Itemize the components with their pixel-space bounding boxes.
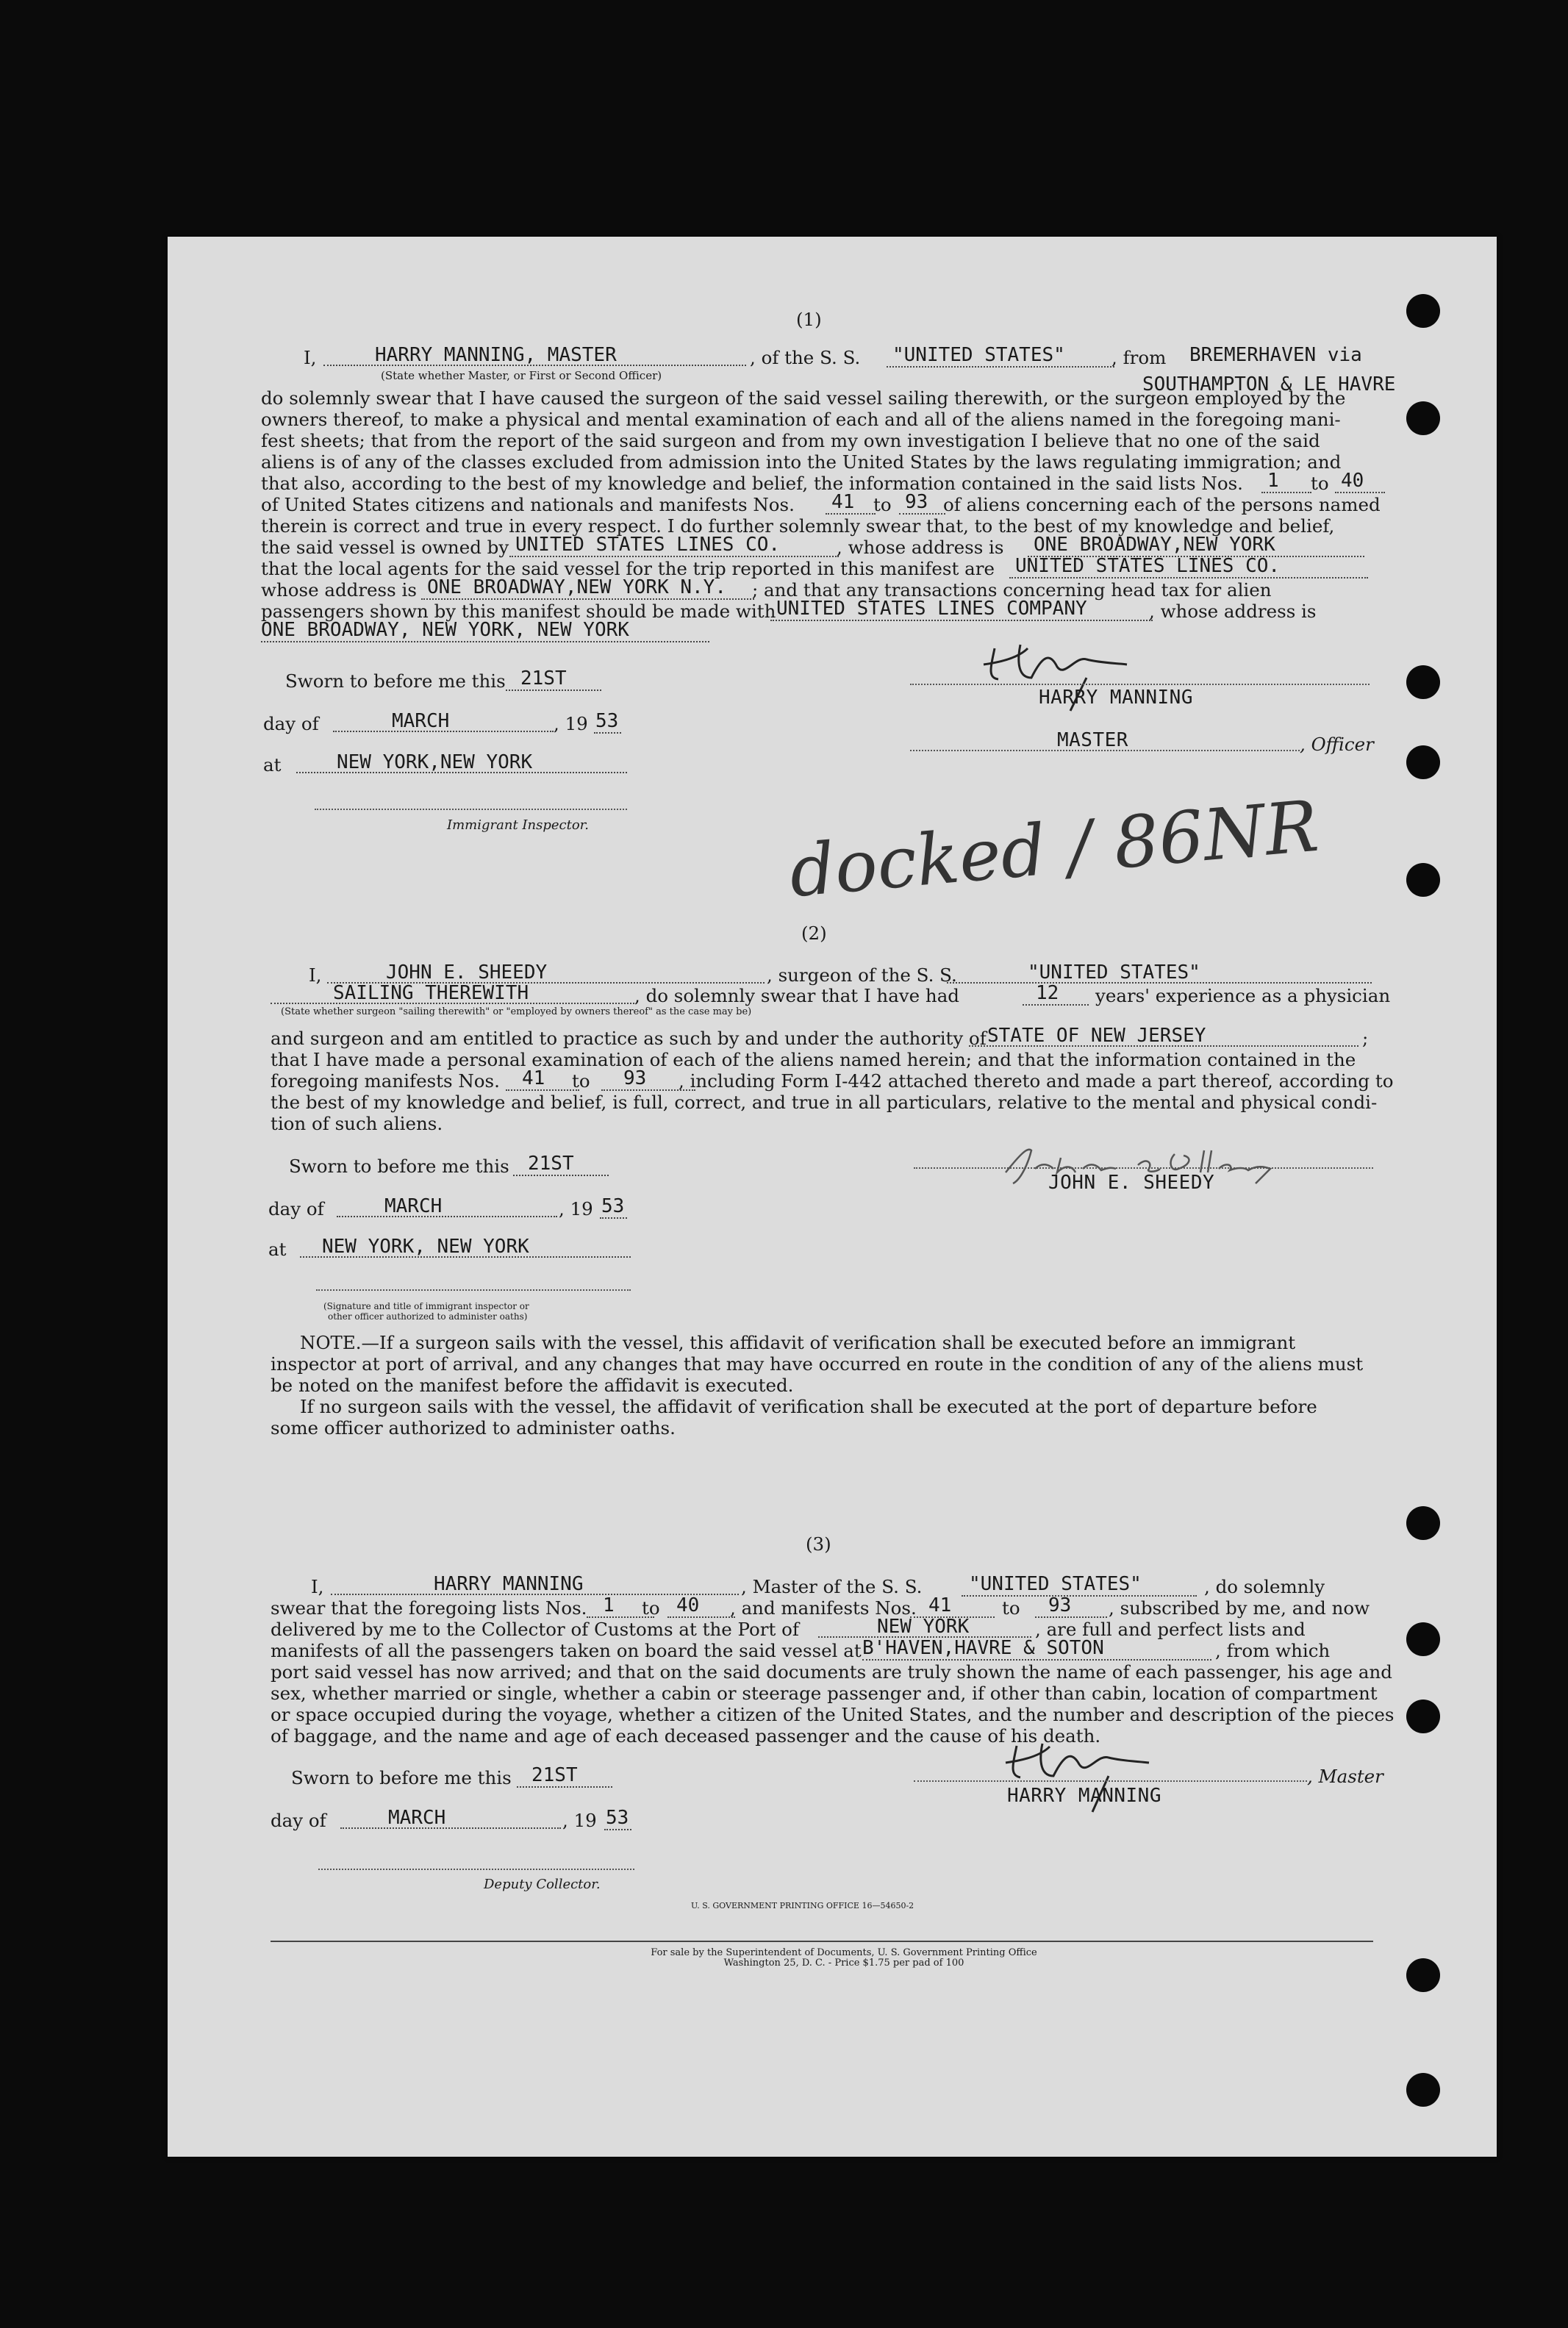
signer-name: HARRY MANNING	[1039, 687, 1193, 709]
place-field: NEW YORK,NEW YORK	[296, 751, 627, 773]
punch-hole	[1406, 2073, 1440, 2107]
oath-line: , and manifests Nos.	[730, 1597, 917, 1619]
note-line: If no surgeon sails with the vessel, the affidavit of verification shall be executed at the port of departure before	[300, 1396, 1317, 1417]
agents-field: UNITED STATES LINES CO.	[1009, 555, 1368, 579]
punch-hole	[1406, 1506, 1440, 1540]
sale-line: Washington 25, D. C. - Price $1.75 per pad of 100	[723, 1958, 964, 1969]
oath-line: of United States citizens and nationals and manifests Nos.	[261, 494, 795, 515]
punch-hole	[1406, 745, 1440, 779]
section-1-i: I,	[304, 347, 317, 368]
master-signature-line	[910, 684, 1370, 685]
agents-address-field: ONE BROADWAY,NEW YORK N.Y.	[421, 576, 754, 600]
manifests-from-field: 41	[826, 491, 876, 515]
punch-hole	[1406, 294, 1440, 328]
port-field: NEW YORK	[818, 1616, 1031, 1638]
oath-line: owners thereof, to make a physical and mental examination of each and all of the aliens named in the foregoing mani-	[261, 409, 1341, 430]
oath-line: port said vessel has now arrived; and that on the said documents are truly shown the name of each passenger, his age and	[271, 1661, 1392, 1683]
to-label: to	[1002, 1597, 1020, 1619]
section-3-number: (3)	[806, 1533, 831, 1555]
owner-field: UNITED STATES LINES CO.	[509, 534, 839, 557]
oath-line: of aliens concerning each of the persons named	[943, 494, 1381, 515]
section-1-number: (1)	[796, 309, 822, 330]
note-line: inspector at port of arrival, and any changes that may have occurred en route in the condition of any of the aliens must	[271, 1353, 1364, 1375]
at-label: at	[263, 754, 282, 776]
punch-hole	[1406, 1700, 1440, 1733]
year-field: 53	[604, 1807, 631, 1830]
master-caption: , Master	[1307, 1766, 1383, 1787]
oath-line: or space occupied during the voyage, whether a citizen of the United States, and the number and description of the pieces	[271, 1704, 1395, 1725]
oath-line: the best of my knowledge and belief, is full, correct, and true in all particulars, relative to the mental and physical condi-	[271, 1092, 1378, 1113]
signer-title: MASTER	[1057, 729, 1128, 751]
month-field: MARCH	[337, 1195, 557, 1217]
sig-caption: (Signature and title of immigrant inspector or	[323, 1301, 529, 1311]
oath-line: fest sheets; that from the report of the said surgeon and from my own investigation I believe that no one of the said	[261, 430, 1320, 451]
surgeon-signer-name: JOHN E. SHEEDY	[1048, 1172, 1215, 1194]
master-name-field: HARRY MANNING	[331, 1573, 739, 1595]
oath-line: , from which	[1215, 1640, 1331, 1661]
oath-line: , including Form I-442 attached thereto and made a part thereof, according to	[679, 1070, 1394, 1092]
oath-line: , subscribed by me, and now	[1109, 1597, 1370, 1619]
year-prefix: , 19	[562, 1810, 597, 1831]
sig-caption: other officer authorized to administer oaths)	[328, 1311, 528, 1322]
punch-hole	[1406, 1958, 1440, 1992]
sworn-label: Sworn to before me this	[291, 1767, 512, 1788]
sworn-label: Sworn to before me this	[289, 1156, 509, 1177]
sworn-label: Sworn to before me this	[285, 670, 506, 692]
oath-line: delivered by me to the Collector of Customs at the Port of	[271, 1619, 799, 1640]
lists-to-field: 40	[667, 1594, 735, 1618]
year-field: 53	[600, 1195, 627, 1219]
footer-rule	[271, 1941, 1373, 1942]
day-of-label: day of	[263, 713, 319, 734]
punch-hole	[1406, 401, 1440, 435]
oath-line: do solemnly swear that I have caused the surgeon of the said vessel sailing therewith, or the surgeon employed by the	[261, 387, 1346, 409]
day-of-label: day of	[271, 1810, 326, 1831]
oath-line: foregoing manifests Nos.	[271, 1070, 500, 1092]
oath-line: swear that the foregoing lists Nos.	[271, 1597, 587, 1619]
sailing-caption: (State whether surgeon "sailing therewith" or "employed by owners thereof" as the case may be)	[281, 1006, 752, 1017]
sale-line: For sale by the Superintendent of Documents, U. S. Government Printing Office	[651, 1947, 1037, 1958]
master-signer-name: HARRY MANNING	[1007, 1785, 1161, 1807]
surgeon-name-field: JOHN E. SHEEDY	[327, 961, 765, 984]
manifests-to-field: 93	[601, 1067, 695, 1091]
manifests-to-field: 93	[899, 491, 945, 515]
port-from-field-2: SOUTHAMPTON & LE HAVRE	[1142, 373, 1396, 395]
collector-caption: Deputy Collector.	[484, 1877, 601, 1892]
ship-name-field: "UNITED STATES"	[947, 961, 1372, 984]
note-line: be noted on the manifest before the affidavit is executed.	[271, 1375, 794, 1396]
punch-hole	[1406, 863, 1440, 897]
oath-line: the said vessel is owned by	[261, 537, 509, 558]
manifests-from-field: 41	[910, 1594, 995, 1618]
port-from-field: BREMERHAVEN via	[1189, 344, 1362, 366]
master-name-field: HARRY MANNING, MASTER	[323, 344, 746, 366]
handwritten-note: docked / 86NR	[786, 784, 1322, 914]
manifest-affidavit-page	[168, 237, 1497, 2157]
semicolon: ;	[1362, 1028, 1369, 1049]
oath-line: , do solemnly	[1204, 1576, 1325, 1597]
oath-line: manifests of all the passengers taken on board the said vessel at	[271, 1640, 862, 1661]
years-field: 12	[1023, 982, 1089, 1006]
oath-line: aliens is of any of the classes excluded from admission into the United States by the laws regulating immigration; and	[261, 451, 1342, 473]
to-label: to	[873, 494, 892, 515]
oath-line: whose address is	[261, 579, 417, 601]
manifests-from-field: 41	[506, 1067, 579, 1091]
oath-line: sex, whether married or single, whether a cabin or steerage passenger and, if other than cabin, location of compartment	[271, 1683, 1378, 1704]
ship-name-field: "UNITED STATES"	[962, 1573, 1197, 1597]
oath-line: and surgeon and am entitled to practice as such by and under the authority of	[271, 1028, 987, 1049]
master-signature-line-2	[914, 1780, 1307, 1782]
note-line: some officer authorized to administer oaths.	[271, 1417, 676, 1439]
inspector-caption: Immigrant Inspector.	[447, 817, 590, 833]
from-label: , from	[1111, 347, 1167, 368]
lists-from-field: 1	[587, 1594, 654, 1618]
of-ss-label: , of the S. S.	[750, 347, 861, 368]
to-label: to	[1311, 473, 1329, 494]
manifests-to-field: 93	[1035, 1594, 1107, 1618]
section-2-i: I,	[309, 964, 322, 986]
oath-line: that I have made a personal examination of each of the aliens named herein; and that the information contained in the	[271, 1049, 1356, 1070]
authority-field: STATE OF NEW JERSEY	[969, 1025, 1358, 1047]
master-of-label: , Master of the S. S.	[741, 1576, 923, 1597]
day-of-label: day of	[268, 1198, 324, 1219]
oath-line: , whose address is	[837, 537, 1004, 558]
note-line: NOTE.—If a surgeon sails with the vessel, this affidavit of verification shall be executed before an immigrant	[300, 1332, 1296, 1353]
section-2-number: (2)	[801, 923, 827, 944]
tax-company-field: UNITED STATES LINES COMPANY	[770, 598, 1153, 621]
at-label: at	[268, 1239, 287, 1260]
tax-address-field: ONE BROADWAY, NEW YORK, NEW YORK	[261, 619, 709, 642]
place-field: NEW YORK, NEW YORK	[300, 1236, 631, 1258]
oath-line: that the local agents for the said vessel for the trip reported in this manifest are	[261, 558, 995, 579]
oath-line: tion of such aliens.	[271, 1113, 443, 1134]
inspector-signature-line	[315, 809, 627, 810]
to-label: to	[642, 1597, 660, 1619]
section-3-i: I,	[311, 1576, 324, 1597]
sworn-day-field: 21ST	[513, 1153, 609, 1176]
ports-field: B'HAVEN,HAVRE & SOTON	[862, 1637, 1211, 1661]
year-field: 53	[594, 710, 621, 734]
collector-signature-line	[318, 1869, 634, 1870]
oath-line: passengers shown by this manifest should be made with	[261, 601, 776, 622]
month-field: MARCH	[333, 710, 554, 732]
lists-to-field: 40	[1335, 470, 1385, 493]
lists-from-field: 1	[1261, 470, 1311, 493]
month-field: MARCH	[340, 1807, 561, 1829]
ship-name-field: "UNITED STATES"	[887, 344, 1114, 368]
oath-line: , are full and perfect lists and	[1035, 1619, 1306, 1640]
surgeon-signature-line	[914, 1167, 1373, 1169]
sworn-day-field: 21ST	[517, 1764, 612, 1788]
year-prefix: , 19	[554, 713, 588, 734]
year-prefix: , 19	[559, 1198, 593, 1219]
oath-line: ; and that any transactions concerning head tax for alien	[752, 579, 1272, 601]
oath-line: , do solemnly swear that I have had	[634, 985, 959, 1006]
punch-hole	[1406, 665, 1440, 699]
owner-address-field: ONE BROADWAY,NEW YORK	[1028, 534, 1364, 557]
sailing-field: SAILING THEREWITH	[271, 982, 634, 1004]
gpo-line: U. S. GOVERNMENT PRINTING OFFICE 16—54650-2	[691, 1901, 914, 1910]
master-caption: (State whether Master, or First or Second Officer)	[381, 369, 662, 382]
officer-caption: , Officer	[1300, 734, 1374, 755]
oath-line: of baggage, and the name and age of each deceased passenger and the cause of his death.	[271, 1725, 1101, 1747]
oath-line: , whose address is	[1149, 601, 1317, 622]
officer-line	[910, 750, 1300, 751]
oath-line: that also, according to the best of my knowledge and belief, the information contained in the said lists Nos.	[261, 473, 1243, 494]
sworn-day-field: 21ST	[506, 667, 601, 691]
oath-line: therein is correct and true in every respect. I do further solemnly swear that, to the best of my knowledge and belief,	[261, 515, 1335, 537]
surgeon-of-label: , surgeon of the S. S.	[767, 964, 957, 986]
to-label: to	[572, 1070, 590, 1092]
inspector-signature-line	[316, 1289, 631, 1291]
oath-line: years' experience as a physician	[1095, 985, 1391, 1006]
punch-hole	[1406, 1622, 1440, 1656]
